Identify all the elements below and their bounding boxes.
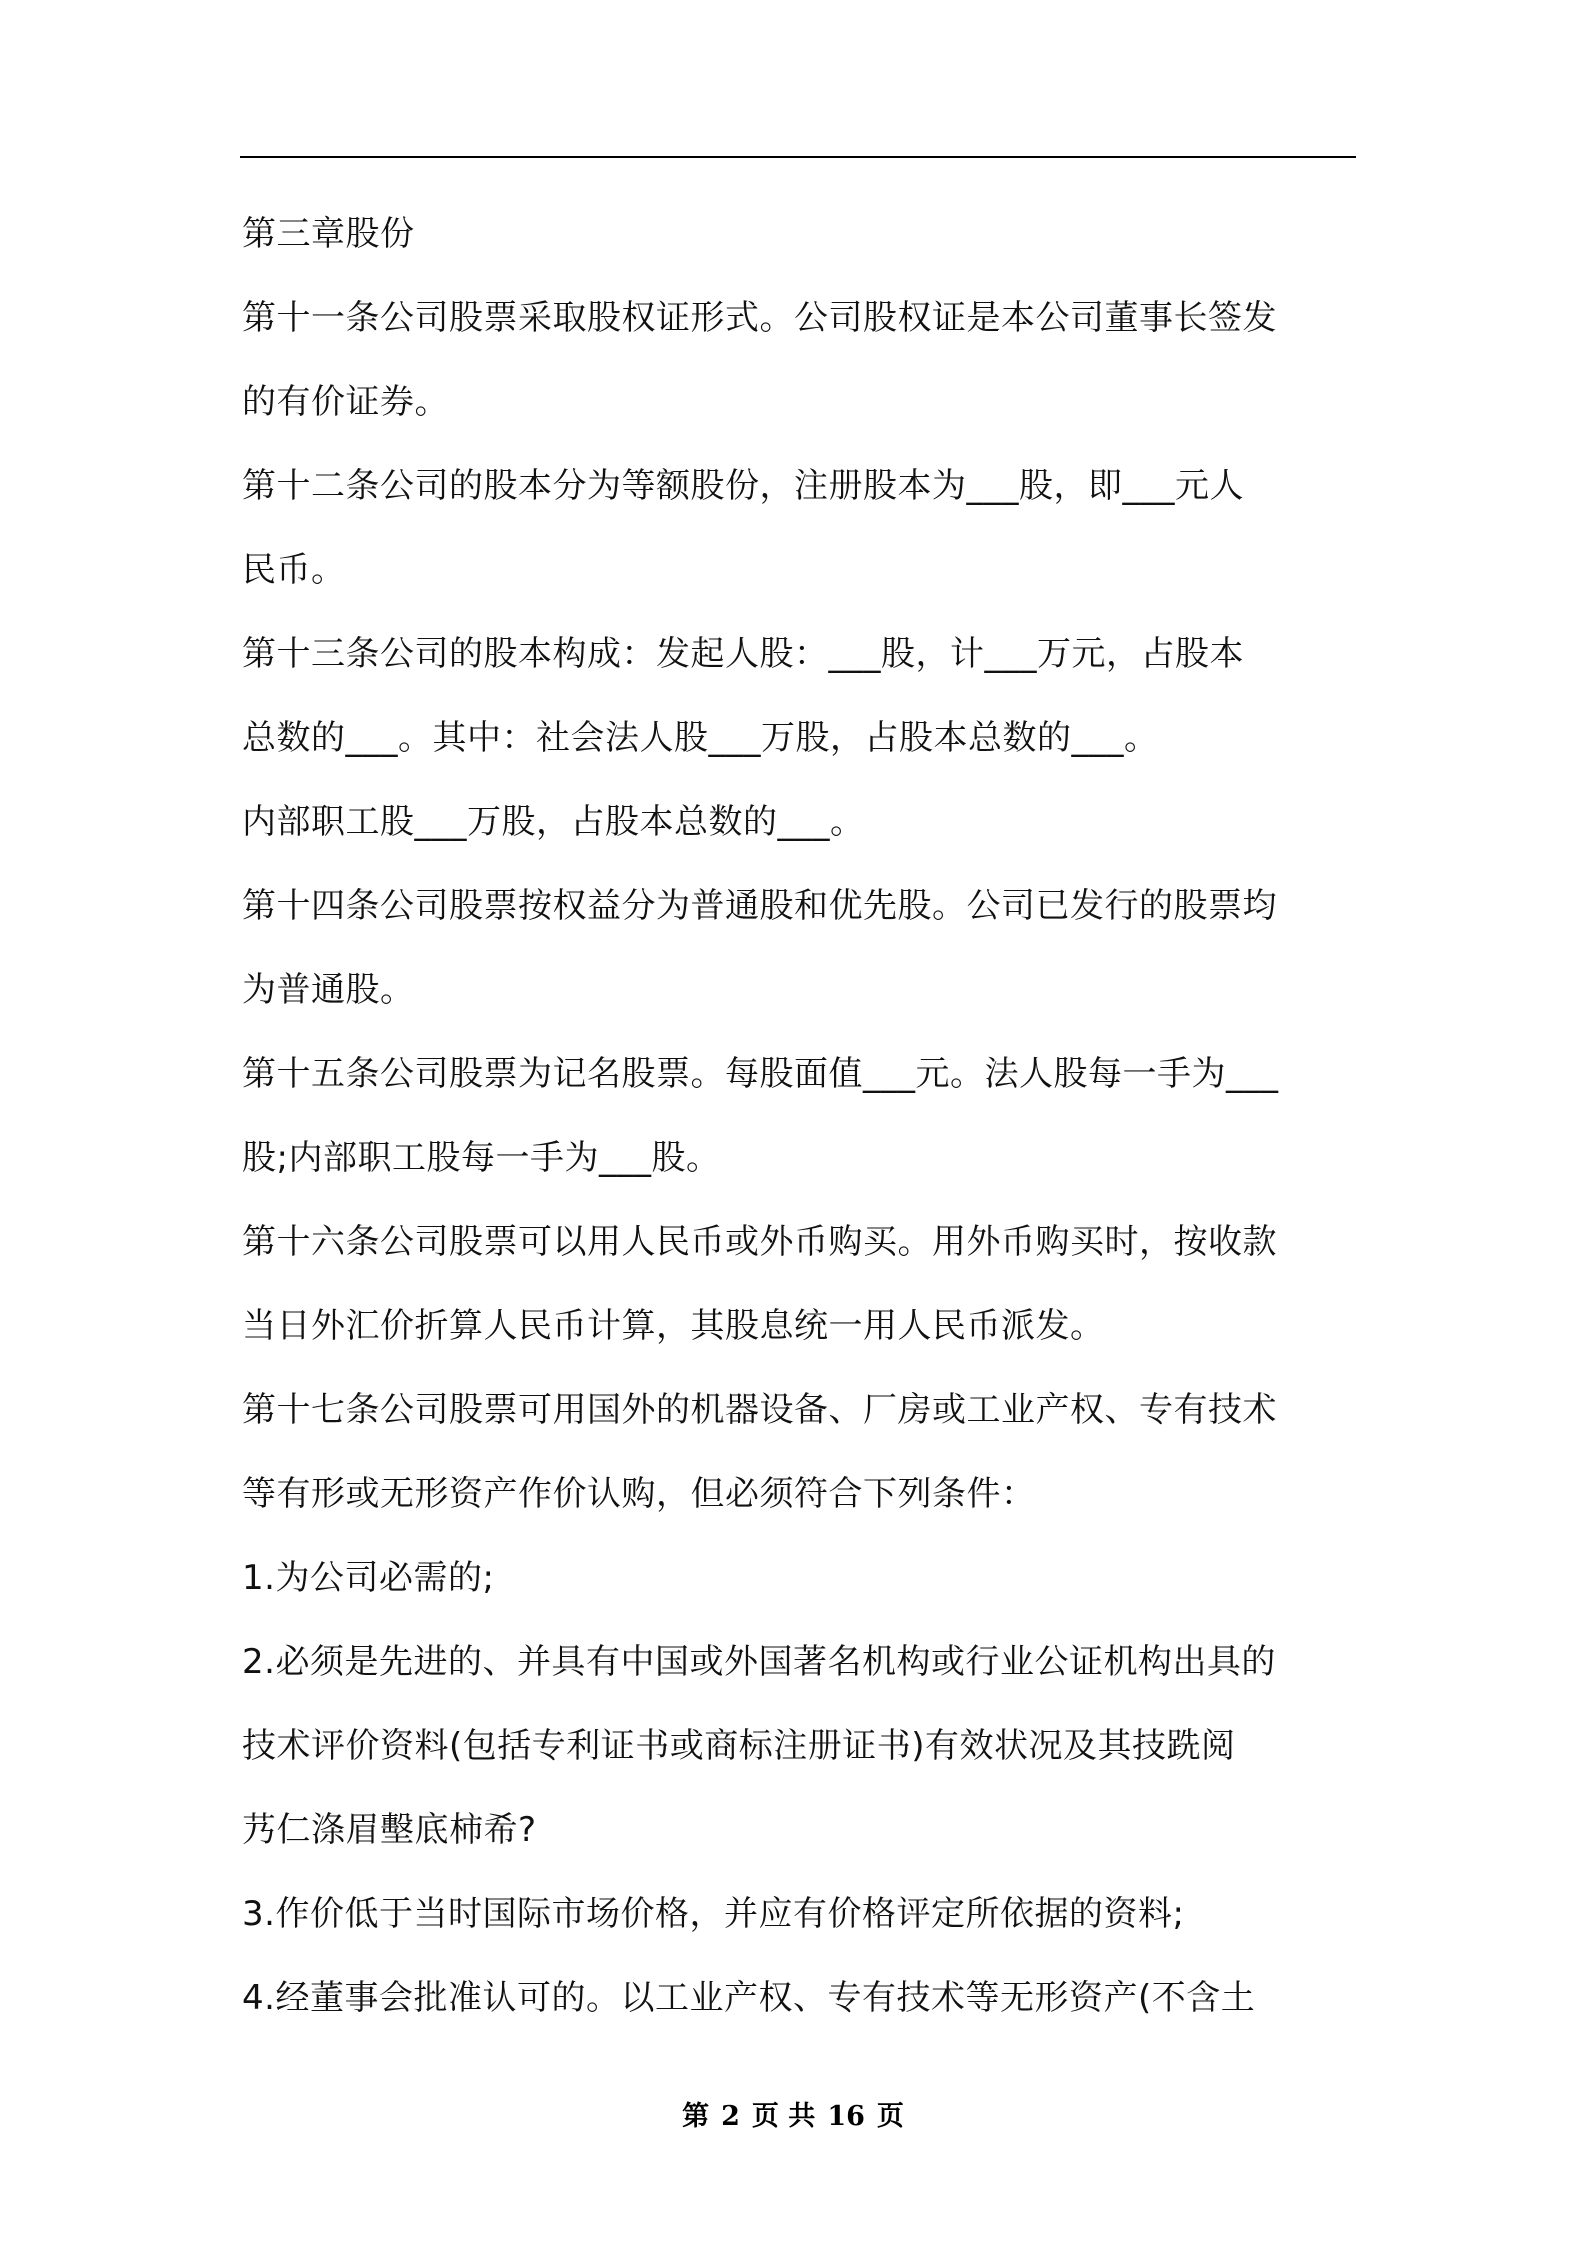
text-line: 3.作价低于当时国际市场价格，并应有价格评定所依据的资料; xyxy=(242,1894,1185,1934)
text-line: 第十一条公司股票采取股权证形式。公司股权证是本公司董事长签发 xyxy=(242,298,1277,338)
text-line: 股;内部职工股每一手为___股。 xyxy=(242,1138,721,1178)
footer-middle: 页 共 xyxy=(751,2101,816,2132)
footer-prefix: 第 xyxy=(682,2101,710,2132)
text-line: 第十五条公司股票为记名股票。每股面值___元。法人股每一手为___ xyxy=(242,1054,1279,1094)
current-page-number: 2 xyxy=(721,2101,740,2132)
text-line: 第十二条公司的股本分为等额股份，注册股本为___股，即___元人 xyxy=(242,466,1244,506)
text-line: 2.必须是先进的、并具有中国或外国著名机构或行业公证机构出具的 xyxy=(242,1642,1276,1682)
text-line: 第十三条公司的股本构成：发起人股：___股，计___万元，占股本 xyxy=(242,634,1244,674)
text-line: 4.经董事会批准认可的。以工业产权、专有技术等无形资产(不含土 xyxy=(242,1978,1256,2018)
text-line: 的有价证券。 xyxy=(242,382,449,422)
text-line: 总数的___。其中：社会法人股___万股，占股本总数的___。 xyxy=(242,718,1159,758)
text-line: 当日外汇价折算人民币计算，其股息统一用人民币派发。 xyxy=(242,1306,1105,1346)
text-line: 技术评价资料(包括专利证书或商标注册证书)有效状况及其技跣阅 xyxy=(242,1726,1236,1766)
text-line: 第十七条公司股票可用国外的机器设备、厂房或工业产权、专有技术 xyxy=(242,1390,1277,1430)
chapter-title: 第三章股份 xyxy=(242,214,415,254)
text-line: 1.为公司必需的; xyxy=(242,1558,495,1598)
text-line: 艿仁涤眉墼底柿希? xyxy=(242,1810,537,1850)
text-line: 民币。 xyxy=(242,550,346,590)
header-rule xyxy=(240,156,1356,158)
text-line: 等有形或无形资产作价认购，但必须符合下列条件： xyxy=(242,1474,1036,1514)
page-footer xyxy=(0,2094,1586,2133)
total-pages-number: 16 xyxy=(827,2101,865,2132)
text-line: 第十六条公司股票可以用人民币或外币购买。用外币购买时，按收款 xyxy=(242,1222,1277,1262)
document-body xyxy=(242,192,1356,2040)
text-line: 为普通股。 xyxy=(242,970,415,1010)
text-line: 第十四条公司股票按权益分为普通股和优先股。公司已发行的股票均 xyxy=(242,886,1277,926)
text-line: 内部职工股___万股，占股本总数的___。 xyxy=(242,802,865,842)
footer-suffix: 页 xyxy=(876,2101,904,2132)
